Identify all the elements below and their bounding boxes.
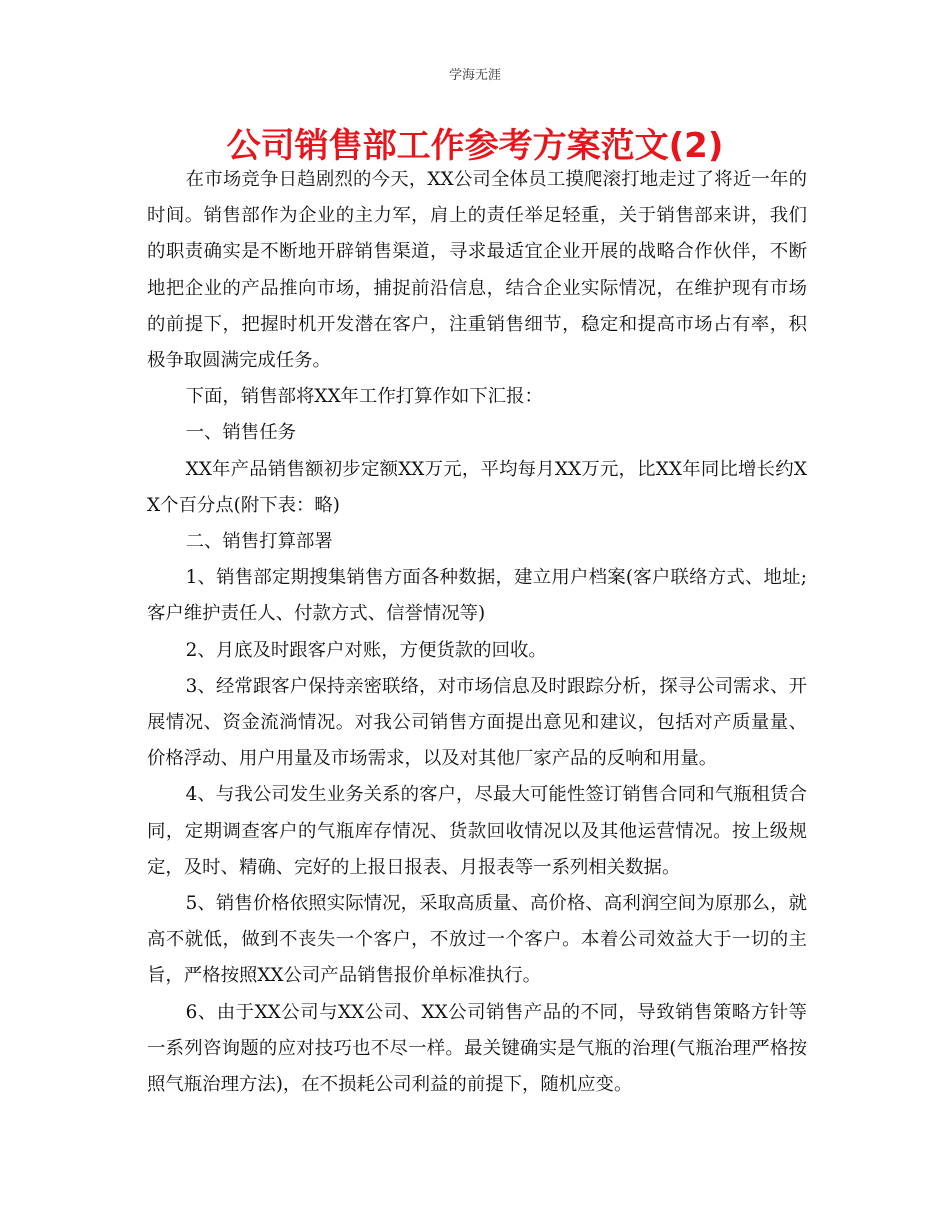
paragraph-intro: 在市场竞争日趋剧烈的今天，XX公司全体员工摸爬滚打地走过了将近一年的时间。销售部作为企业的主力军，肩上的责任举足轻重，关于销售部来讲，我们的职责确实是不断地开辟销售渠道，寻求最适宜企业开展的战略合作伙伴，不断地把企业的产品推向市场，捕捉前沿信息，结合企业实际情况，在维护现有市场的前提下，把握时机开发潜在客户，注重销售细节，稳定和提高市场占有率，积极争取圆满完成任务。 xyxy=(147,169,807,372)
plan-item-3: 3、经常跟客户保持亲密联络，对市场信息及时跟踪分析，探寻公司需求、开展情况、资金流淌情况。对我公司销售方面提出意见和建议，包括对产质量量、价格浮动、用户用量及市场需求，以及对其他厂家产品的反响和用量。 xyxy=(147,675,807,770)
document-title: 公司销售部工作参考方案范文(2) xyxy=(226,126,724,166)
paragraph-sales-target: XX年产品销售额初步定额XX万元，平均每月XX万元，比XX年同比增长约XX个百分点(附下表：略) xyxy=(147,458,807,516)
page-header: 学海无涯 xyxy=(448,68,501,83)
plan-item-2: 2、月底及时跟客户对账，方便货款的回收。 xyxy=(185,639,547,661)
paragraph-report-lead: 下面，销售部将XX年工作打算作如下汇报： xyxy=(185,386,543,408)
plan-item-5: 5、销售价格依照实际情况，采取高质量、高价格、高利润空间为原那么，就高不就低，做到不丧失一个客户，不放过一个客户。本着公司效益大于一切的主旨，严格按照XX公司产品销售报价单标准执行。 xyxy=(147,893,807,987)
section-heading-sales-plan: 二、销售打算部署 xyxy=(185,531,333,553)
plan-item-6: 6、由于XX公司与XX公司、XX公司销售产品的不同，导致销售策略方针等一系列咨询题的应对技巧也不尽一样。最关键确实是气瓶的治理(气瓶治理严格按照气瓶治理方法)，在不损耗公司利益的前提下，随机应变。 xyxy=(147,1001,807,1096)
section-heading-sales-task: 一、销售任务 xyxy=(185,422,296,444)
plan-item-1: 1、销售部定期搜集销售方面各种数据，建立用户档案(客户联络方式、地址;客户维护责任人、付款方式、信誉情况等) xyxy=(147,567,807,625)
plan-item-4: 4、与我公司发生业务关系的客户，尽最大可能性签订销售合同和气瓶租赁合同，定期调查客户的气瓶库存情况、货款回收情况以及其他运营情况。按上级规定，及时、精确、完好的上报日报表、月报表等一系列相关数据。 xyxy=(147,784,807,878)
document-body xyxy=(147,162,807,1103)
